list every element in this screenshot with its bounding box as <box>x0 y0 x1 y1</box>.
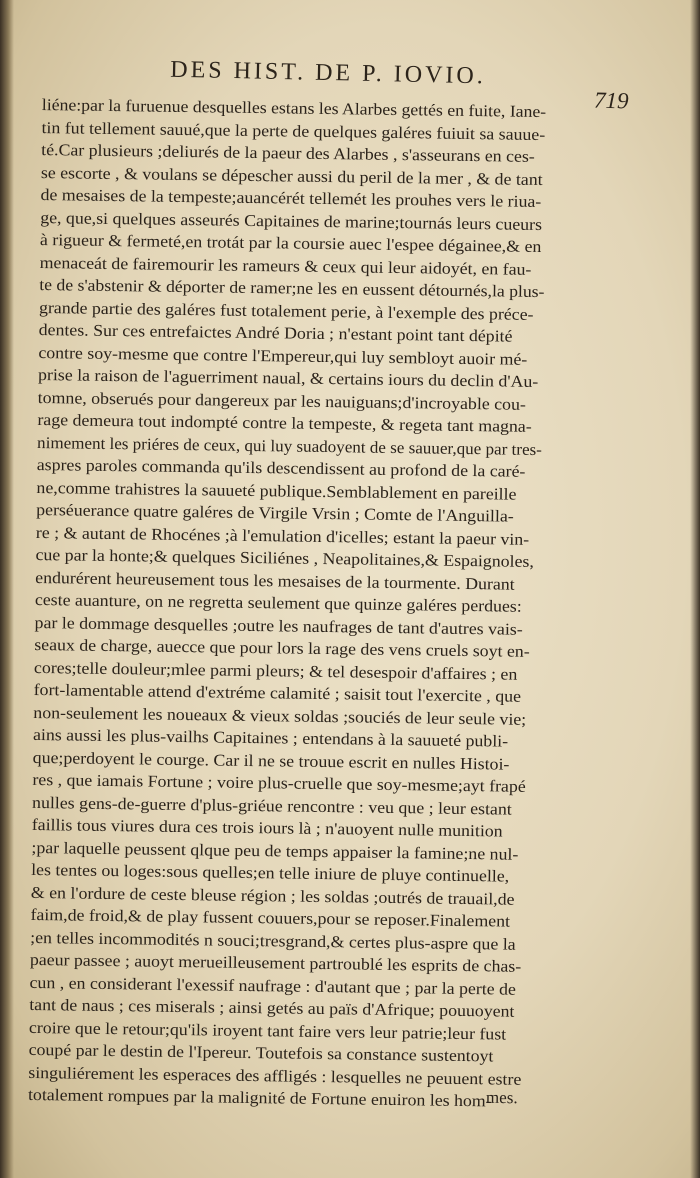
text-line: à rigueur & fermeté,en trotát par la coursie auec l'espee dégainee,& en <box>39 229 542 256</box>
text-line: dentes. Sur ces entrefaictes André Doria ; n'estant point tant dépité <box>38 319 513 346</box>
page-right-edge-shadow <box>690 0 700 1178</box>
text-line: re ; & autant de Rhocénes ;à l'emulation d'icelles; estant la paeur vin- <box>35 522 530 549</box>
text-line: prise la raison de l'aguerriment naual, & certains iours du declin d'Au- <box>37 364 539 391</box>
text-line: fort-lamentable attend d'extréme calamité ; saisit tout l'exercite , que <box>33 679 522 706</box>
text-line: menaceát de fairemourir les rameurs & ceux qui leur aidoyét, en fau- <box>39 252 532 279</box>
text-line: ains aussi les plus-vailhs Capitaines ; entendans à la sauueté publi- <box>32 724 509 751</box>
running-head: DES HIST. DE P. IOVIO. <box>169 56 487 90</box>
text-line: aspres paroles commanda qu'ils descendissent au profond de la caré- <box>36 454 526 481</box>
text-line: ;par laquelle peussent qlque peu de temps appaiser la famine;ne nul- <box>31 837 519 864</box>
catchword: mes. <box>486 1087 519 1108</box>
text-line: ceste auanture, on ne regretta seulement que quinze galéres perdues: <box>34 589 522 616</box>
text-line: ne,comme trahistres la sauueté publique.Semblablement en pareille <box>36 477 517 504</box>
text-line: ge, que,si quelques asseurés Capitaines de marine;tournás leurs cueurs <box>40 207 543 234</box>
text-line: tomne, obserués pour dangereux par les nauiguans;d'incroyable cou- <box>37 387 527 414</box>
text-line: contre soy-mesme que contre l'Empereur,qui luy sembloyt auoir mé- <box>38 342 528 369</box>
text-line: rage demeura tout indompté contre la tempeste, & regeta tant magna- <box>37 409 532 436</box>
text-line: tin fut tellement sauué,que la perte de quelques galéres fuiuit sa sauue- <box>41 117 546 144</box>
text-line: nulles gens-de-guerre d'plus-griéue rencontre : veu que ; leur estant <box>31 792 512 819</box>
text-line: singuliérement les esperaces des affligés : lesquelles ne peuuent estre <box>28 1062 522 1089</box>
text-line: paeur passee ; auoyt merueilleusement partroublé les esprits de chas- <box>29 949 522 976</box>
text-line: les tentes ou loges:sous quelles;en telle iniure de pluye continuelle, <box>31 859 510 886</box>
page-left-edge-shadow <box>0 0 14 1178</box>
text-line: se escorte , & voulans se dépescher aussi du peril de la mer , & de tant <box>40 162 543 189</box>
text-line: & en l'ordure de ceste bleuse région ; les soldas ;outrés de trauail,de <box>30 882 515 909</box>
page-number: 719 <box>593 87 629 114</box>
text-line: par le dommage desquelles ;outre les naufrages de tant d'autres vais- <box>34 612 523 639</box>
text-line: faim,de froid,& de play fussent couuers,pour se reposer.Finalement <box>30 904 511 931</box>
text-line: ;en telles incommodités n souci;tresgrand,& certes plus-aspre que la <box>30 927 516 954</box>
text-line: non-seulement les noueaux & vieux soldas ;souciés de leur seule vie; <box>33 702 527 729</box>
text-line: cue par la honte;& quelques Siciliénes , Neapolitaines,& Espaignoles, <box>35 544 534 571</box>
text-line: croire que le retour;qu'ils iroyent tant faire vers leur patrie;leur fust <box>28 1017 507 1044</box>
text-line: faillis tous viures dura ces trois iours là ; n'auoyent nulle munition <box>31 814 503 841</box>
text-line: seaux de charge, auecce que pour lors la rage des vens cruels soyt en- <box>34 634 530 661</box>
text-line: liéne:par la furuenue desquelles estans les Alarbes gettés en fuite, Iane- <box>41 94 547 122</box>
text-line: de mesaises de la tempeste;auancérét tellemét les prouhes vers le riua- <box>40 184 542 211</box>
text-line: cun , en considerant l'exessif naufrage : d'autant que ; par la perte de <box>29 972 517 999</box>
text-line: coupé par le destin de l'Ipereur. Toutefois sa constance sustentoyt <box>28 1039 494 1066</box>
text-line: te de s'abstenir & déporter de ramer;ne les en eussent détournés,la plus- <box>39 274 545 302</box>
text-line: res , que iamais Fortune ; voire plus-cruelle que soy-mesme;ayt frapé <box>32 769 526 796</box>
body-text <box>28 94 552 1114</box>
text-line: nimement les priéres de ceux, qui luy suadoyent de se sauuer,que par tres- <box>37 432 543 459</box>
text-line: grande partie des galéres fust totalement perie, à l'exemple des préce- <box>38 297 534 324</box>
text-line: perséuerance quatre galéres de Virgile Vrsin ; Comte de l'Anguilla- <box>36 499 514 526</box>
text-line: tant de naus ; ces miserals ; ainsi getés au païs d'Afrique; pouuoyent <box>29 994 515 1021</box>
text-line: endurérent heureusement tous les mesaises de la tourmente. Durant <box>35 567 515 594</box>
text-line: cores;telle douleur;mlee parmi pleurs; & tel desespoir d'affaires ; en <box>33 657 518 684</box>
text-line: té.Car plusieurs ;deliurés de la paeur des Alarbes , s'asseurans en ces- <box>41 139 535 166</box>
text-line: totalement rompues par la malignité de Fortune enuiron les hom- <box>27 1084 492 1111</box>
text-line: que;perdoyent le courge. Car il ne se trouue escrit en nulles Histoi- <box>32 747 510 774</box>
